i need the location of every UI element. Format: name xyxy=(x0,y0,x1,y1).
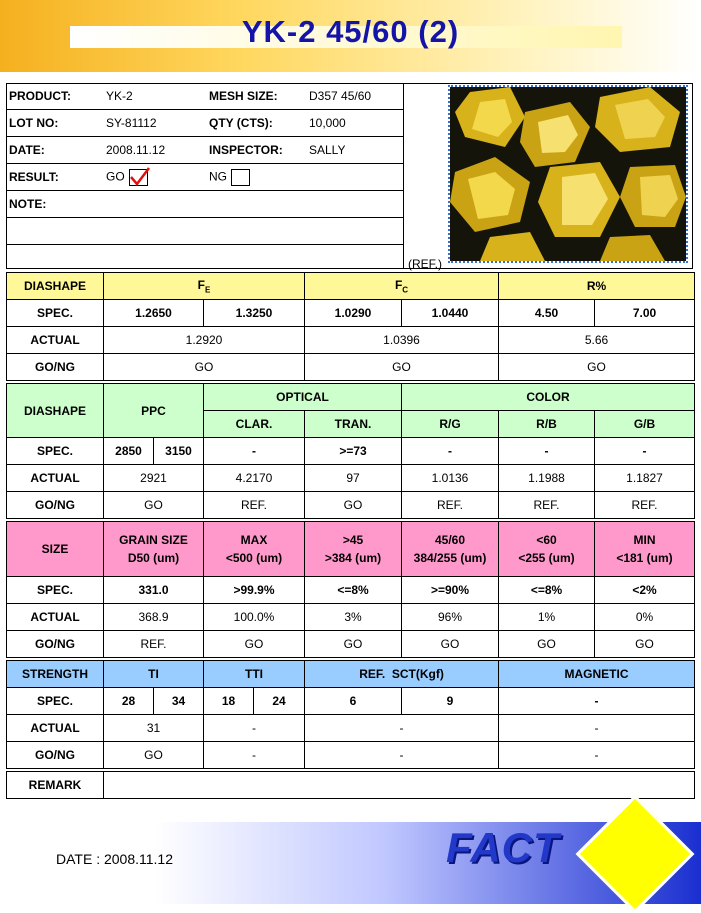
gong-cell: REF. xyxy=(499,492,595,519)
mesh-size-value: D357 45/60 xyxy=(306,83,404,110)
diashape-header: DIASHAPE xyxy=(7,384,104,438)
gong-cell: GO xyxy=(204,631,305,658)
diashape-header: DIASHAPE xyxy=(7,273,104,300)
spec-cell: 7.00 xyxy=(595,300,695,327)
note-label: NOTE: xyxy=(6,191,404,218)
gong-cell: GO xyxy=(595,631,695,658)
45-60-header: 45/60 384/255 (um) xyxy=(402,522,499,577)
date-value: 2008.11.12 xyxy=(103,137,206,164)
spec-cell: - xyxy=(499,438,595,465)
ppc-header: PPC xyxy=(104,384,204,438)
ref-label: (REF.) xyxy=(408,257,442,271)
lot-value: SY-81112 xyxy=(103,110,206,137)
result-ng xyxy=(206,164,306,191)
gong-cell: - xyxy=(499,742,695,769)
gong-cell: REF. xyxy=(402,492,499,519)
spec-cell: - xyxy=(595,438,695,465)
spec-label: SPEC. xyxy=(7,577,104,604)
strength-table xyxy=(6,660,695,769)
actual-cell: 5.66 xyxy=(499,327,695,354)
diashape-table xyxy=(6,272,695,381)
spec-cell: 1.0440 xyxy=(402,300,499,327)
r-percent-header: R% xyxy=(499,273,695,300)
note-line xyxy=(6,218,404,245)
spec-cell: 4.50 xyxy=(499,300,595,327)
gong-cell: GO xyxy=(305,492,402,519)
rb-header: R/B xyxy=(499,411,595,438)
qty-label: QTY (CTS): xyxy=(206,110,306,137)
clar-header: CLAR. xyxy=(204,411,305,438)
lot-label: LOT NO: xyxy=(6,110,103,137)
actual-cell: 1.1988 xyxy=(499,465,595,492)
spec-cell: 1.0290 xyxy=(305,300,402,327)
actual-cell: 97 xyxy=(305,465,402,492)
gong-label: GO/NG xyxy=(7,742,104,769)
actual-cell: 2921 xyxy=(104,465,204,492)
page-title: YK-2 45/60 (2) xyxy=(241,14,460,49)
gb-header: G/B xyxy=(595,411,695,438)
gong-cell: REF. xyxy=(595,492,695,519)
spec-cell: 9 xyxy=(402,688,499,715)
spec-cell: - xyxy=(204,438,305,465)
qty-value: 10,000 xyxy=(306,110,404,137)
gong-cell: REF. xyxy=(204,492,305,519)
actual-cell: 96% xyxy=(402,604,499,631)
spec-cell: >99.9% xyxy=(204,577,305,604)
size-table xyxy=(6,521,695,658)
actual-cell: 4.2170 xyxy=(204,465,305,492)
fact-logo: FACT xyxy=(446,824,560,871)
actual-cell: 1.0136 xyxy=(402,465,499,492)
date-label: DATE: xyxy=(6,137,103,164)
fe-header: $F_E$ xyxy=(104,273,305,300)
gong-label: GO/NG xyxy=(7,631,104,658)
actual-cell: 0% xyxy=(595,604,695,631)
gong-cell: REF. xyxy=(104,631,204,658)
actual-label: ACTUAL xyxy=(7,327,104,354)
ti-header: TI xyxy=(104,661,204,688)
fc-header: $F_C$ xyxy=(305,273,499,300)
actual-label: ACTUAL xyxy=(7,604,104,631)
diamond-crystals-photo xyxy=(448,85,688,263)
actual-cell: 1.0396 xyxy=(305,327,499,354)
info-table xyxy=(6,83,404,271)
actual-cell: - xyxy=(499,715,695,742)
actual-label: ACTUAL xyxy=(7,465,104,492)
magnetic-header: MAGNETIC xyxy=(499,661,695,688)
spec-cell: 34 xyxy=(154,688,204,715)
gong-cell: GO xyxy=(305,631,402,658)
spec-label: SPEC. xyxy=(7,688,104,715)
result-go xyxy=(103,164,206,191)
go-checkbox[interactable] xyxy=(129,169,148,186)
checkmark-icon xyxy=(129,167,151,187)
spec-cell: - xyxy=(499,688,695,715)
rg-header: R/G xyxy=(402,411,499,438)
remark-value xyxy=(104,772,695,799)
crystals-image xyxy=(450,87,686,261)
footer-date: DATE : 2008.11.12 xyxy=(56,851,173,867)
spec-cell: - xyxy=(402,438,499,465)
strength-header: STRENGTH xyxy=(7,661,104,688)
spec-cell: 6 xyxy=(305,688,402,715)
note-line xyxy=(6,245,404,272)
spec-cell: 1.3250 xyxy=(204,300,305,327)
spec-cell: 2850 xyxy=(104,438,154,465)
actual-cell: 31 xyxy=(104,715,204,742)
mesh-size-label: MESH SIZE: xyxy=(206,83,306,110)
gong-cell: - xyxy=(204,742,305,769)
remark-table xyxy=(6,771,695,799)
optical-color-table xyxy=(6,383,695,519)
actual-cell: 1.1827 xyxy=(595,465,695,492)
actual-cell: - xyxy=(204,715,305,742)
remark-label: REMARK xyxy=(7,772,104,799)
spec-label: SPEC. xyxy=(7,300,104,327)
actual-label: ACTUAL xyxy=(7,715,104,742)
spec-cell: <=8% xyxy=(305,577,402,604)
spec-cell: >=73 xyxy=(305,438,402,465)
actual-cell: 368.9 xyxy=(104,604,204,631)
product-value: YK-2 xyxy=(103,83,206,110)
ng-label: NG xyxy=(209,169,227,184)
optical-header: OPTICAL xyxy=(204,384,402,411)
inspector-value: SALLY xyxy=(306,137,404,164)
min-header: MIN <181 (um) xyxy=(595,522,695,577)
actual-cell: 100.0% xyxy=(204,604,305,631)
gong-cell: GO xyxy=(499,354,695,381)
under60-header: <60 <255 (um) xyxy=(499,522,595,577)
gong-label: GO/NG xyxy=(7,354,104,381)
gong-cell: GO xyxy=(104,354,305,381)
actual-cell: - xyxy=(305,715,499,742)
spec-cell: 28 xyxy=(104,688,154,715)
tran-header: TRAN. xyxy=(305,411,402,438)
spec-cell: 331.0 xyxy=(104,577,204,604)
ng-checkbox[interactable] xyxy=(231,169,250,186)
spec-cell: 3150 xyxy=(154,438,204,465)
actual-cell: 3% xyxy=(305,604,402,631)
actual-cell: 1% xyxy=(499,604,595,631)
go-label: GO xyxy=(106,169,125,184)
spec-cell: 24 xyxy=(254,688,305,715)
gong-label: GO/NG xyxy=(7,492,104,519)
spec-cell: 18 xyxy=(204,688,254,715)
gong-cell: GO xyxy=(104,492,204,519)
gong-cell: GO xyxy=(499,631,595,658)
gong-cell: - xyxy=(305,742,499,769)
result-label: RESULT: xyxy=(6,164,103,191)
over45-header: >45 >384 (um) xyxy=(305,522,402,577)
gong-cell: GO xyxy=(402,631,499,658)
sct-header: REF. SCT(Kgf) xyxy=(305,661,499,688)
size-header: SIZE xyxy=(7,522,104,577)
max-header: MAX <500 (um) xyxy=(204,522,305,577)
spec-cell: <=8% xyxy=(499,577,595,604)
spec-cell: >=90% xyxy=(402,577,499,604)
spec-label: SPEC. xyxy=(7,438,104,465)
spec-cell: <2% xyxy=(595,577,695,604)
actual-cell: 1.2920 xyxy=(104,327,305,354)
tti-header: TTI xyxy=(204,661,305,688)
gong-cell: GO xyxy=(104,742,204,769)
gong-cell: GO xyxy=(305,354,499,381)
inspector-label: INSPECTOR: xyxy=(206,137,306,164)
product-label: PRODUCT: xyxy=(6,83,103,110)
grain-size-header: GRAIN SIZE D50 (um) xyxy=(104,522,204,577)
spec-cell: 1.2650 xyxy=(104,300,204,327)
color-header: COLOR xyxy=(402,384,695,411)
